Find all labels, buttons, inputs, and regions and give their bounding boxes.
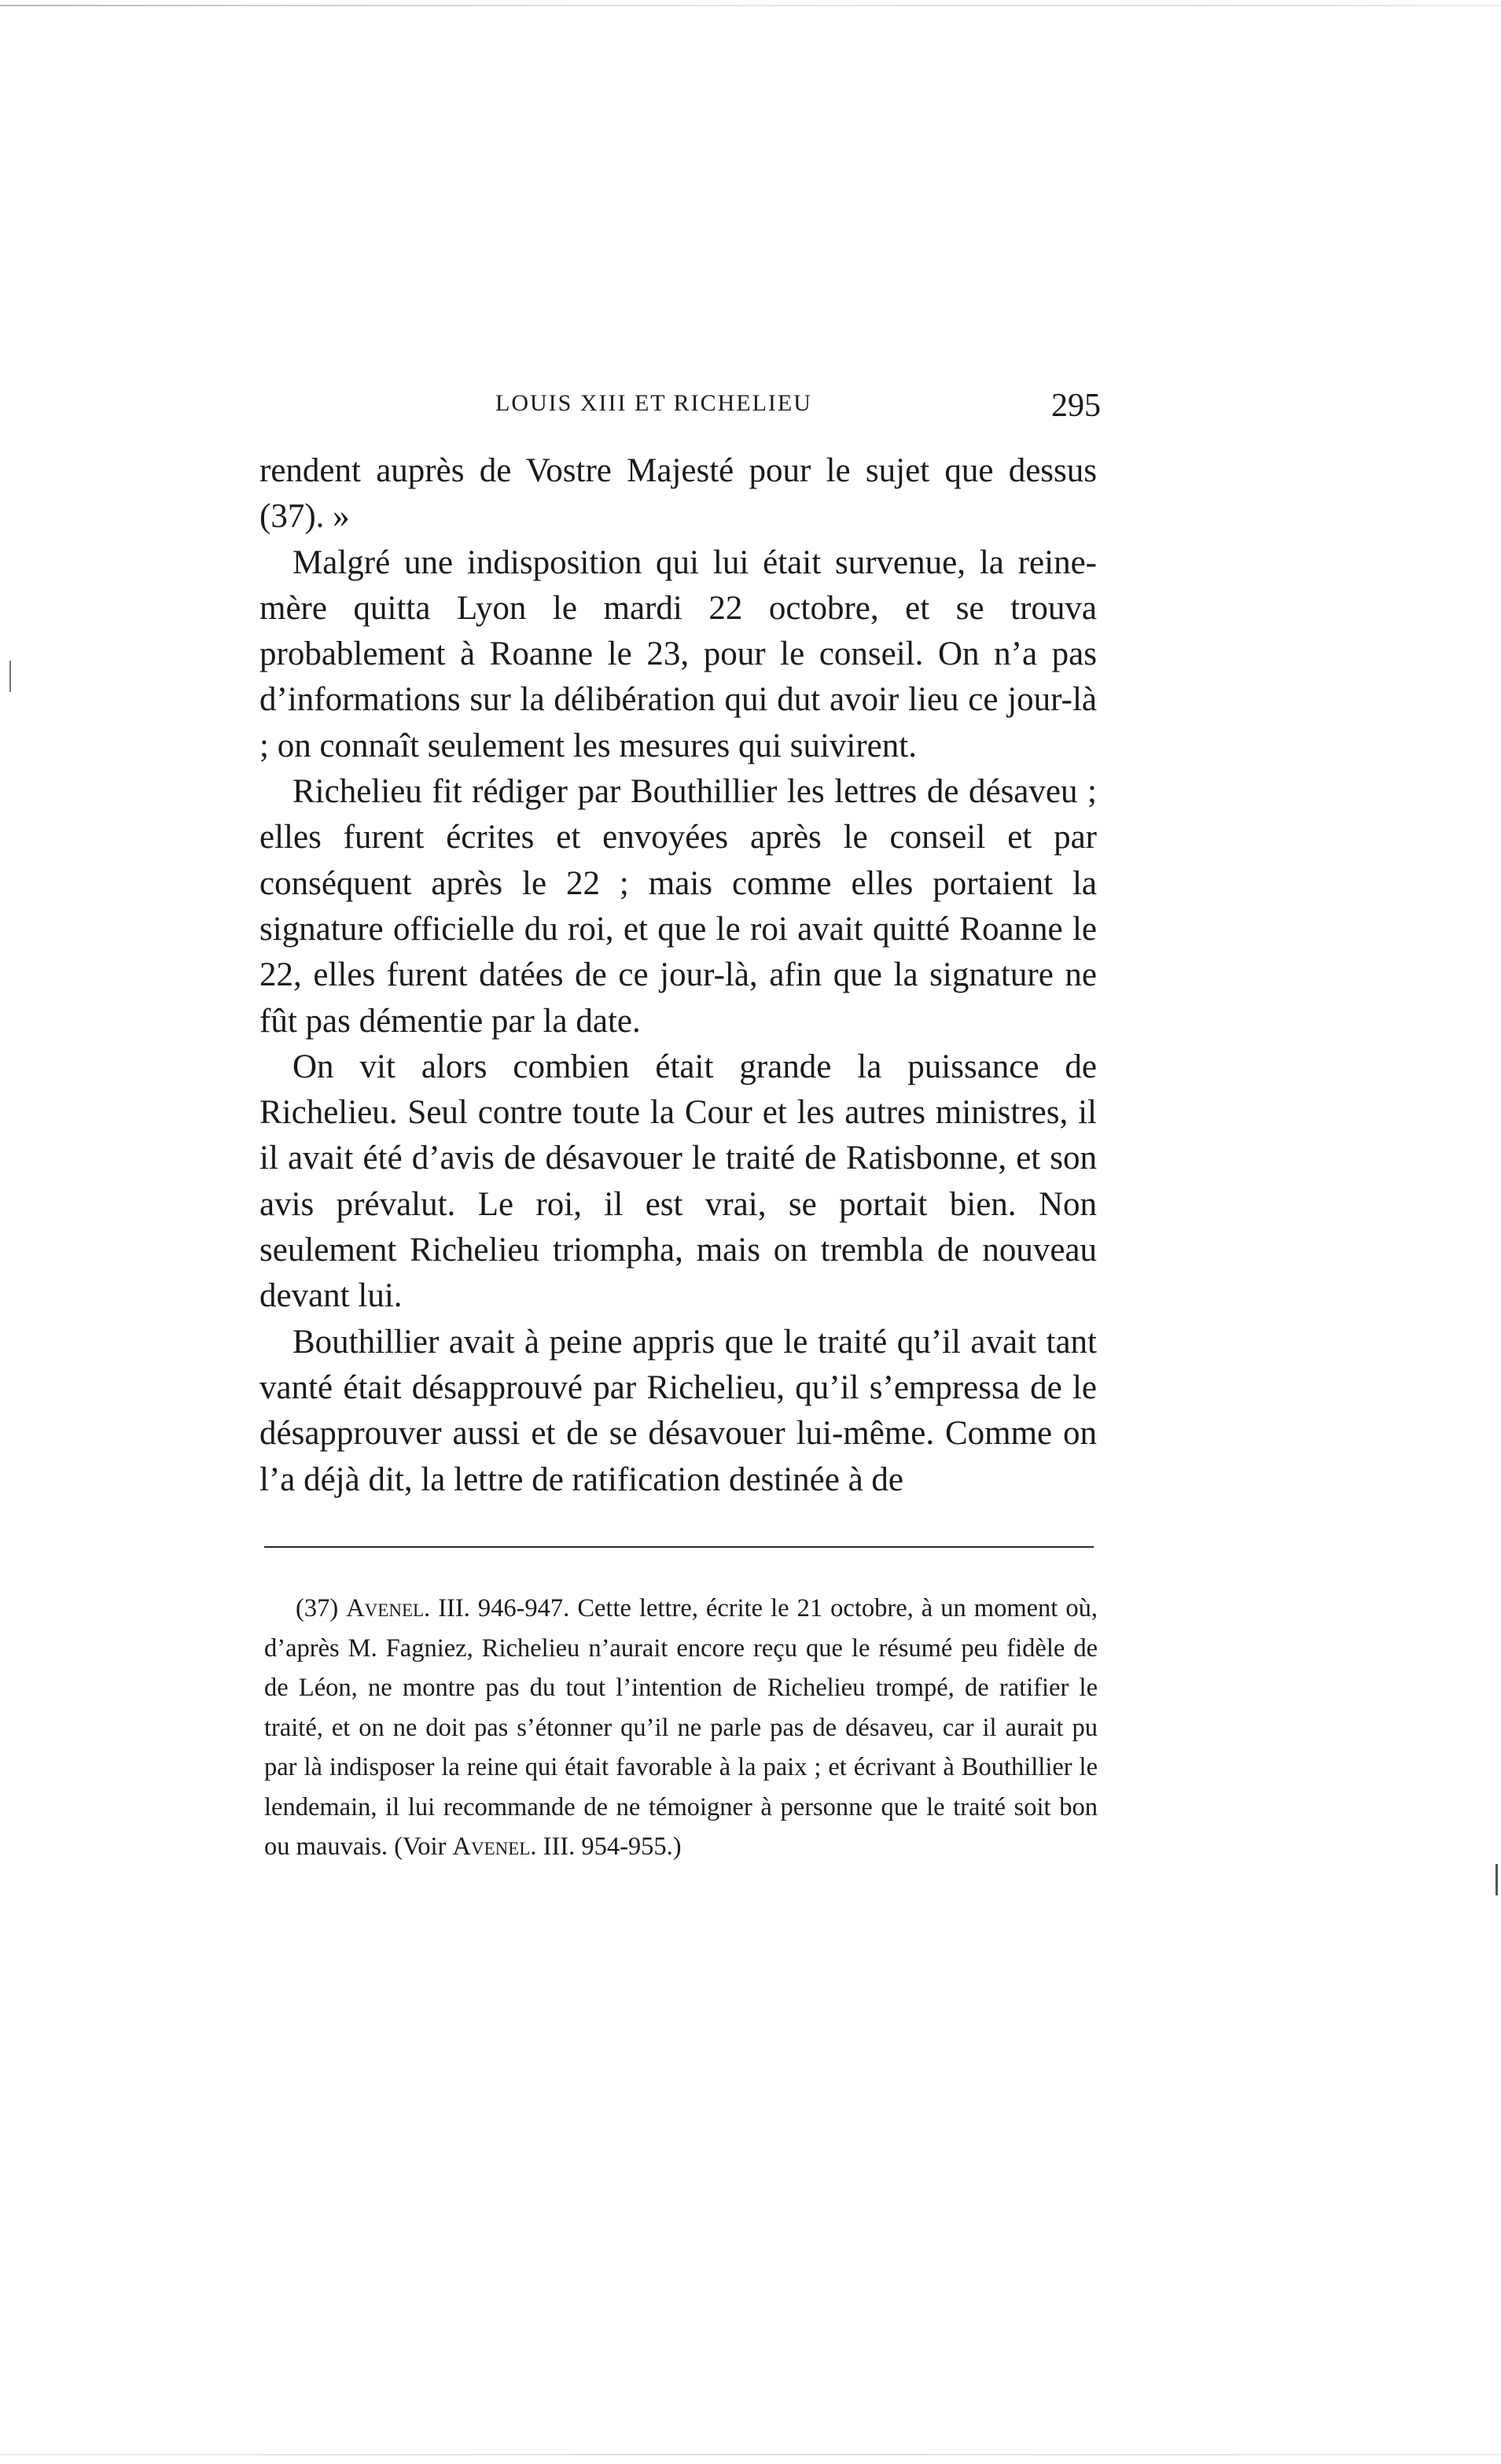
scan-mark-right — [1495, 1864, 1498, 1895]
paragraph: Bouthillier avait à peine appris que le traité qu’il avait tant vanté était désapprouvé par Richelieu, qu’il s’empressa de le désapprouver aussi et de se désavouer lui-même. Comme on l’a déjà dit, la lettre de ratification destinée à de — [259, 1323, 1097, 1498]
footnote-source-ref: . III. 946-947. — [424, 1594, 570, 1622]
footnote-text: Cette lettre, écrite le 21 octobre, à un moment où, d’après M. Fagniez, Richelieu n’aurait encore reçu que le résumé peu fidèle de de Léon, ne montre pas du tout l’intention de Richelieu trompé, de ratifier le traité, et on ne doit pas s’étonner qu’il ne parle pas de désaveu, car il aurait pu par là indisposer la reine qui était favorable à la paix ; et écrivant à Bouthillier le lendemain, il lui recommande de ne témoigner à personne que le traité soit bon ou mauvais. — [264, 1594, 1098, 1861]
paragraph: Malgré une indisposition qui lui était survenue, la reine-mère quitta Lyon le mardi 22 octobre, et se trouva probablement à Roanne le 23, pour le conseil. On n’a pas d’informations sur la délibération qui dut avoir lieu ce jour-là ; on connaît seulement les mesures qui suivirent. — [259, 543, 1097, 764]
paragraph: Richelieu fit rédiger par Bouthillier les lettres de désaveu ; elles furent écrites et envoyées après le conseil et par conséquent après le 22 ; mais comme elles portaient la signature officielle du roi, et que le roi avait quitté Roanne le 22, elles furent datées de ce jour-là, afin que la signature ne fût pas démentie par la date. — [259, 773, 1097, 1040]
footnote-number: (37) — [296, 1594, 339, 1622]
footnote-rule — [264, 1546, 1094, 1548]
running-title: LOUIS XIII ET RICHELIEU — [495, 390, 812, 416]
running-head — [259, 387, 1101, 426]
footnote — [264, 1589, 1098, 1867]
page-number: 295 — [1051, 388, 1101, 424]
scan-edge-bottom — [0, 2454, 1501, 2455]
footnote-closing-author: Avenel — [452, 1832, 531, 1861]
footnote-closing-ref: . III. 954-955.) — [530, 1832, 682, 1861]
paragraph: On vit alors combien était grande la puissance de Richelieu. Seul contre toute la Cour et les autres ministres, il il avait été d’avis de désavouer le traité de Ratisbonne, et son avis prévalut. Le roi, il est vrai, se portait bien. Non seulement Richelieu triompha, mais on trembla de nouveau devant lui. — [259, 1048, 1097, 1315]
footnote-closing-open: (Voir — [388, 1832, 453, 1861]
body-text — [259, 448, 1097, 1503]
scan-edge-top — [0, 5, 1501, 6]
scan-mark-left — [9, 661, 11, 692]
footnote-source-author: Avenel — [346, 1594, 425, 1622]
paragraph: rendent auprès de Vostre Majesté pour le sujet que dessus (37). » — [259, 452, 1097, 536]
